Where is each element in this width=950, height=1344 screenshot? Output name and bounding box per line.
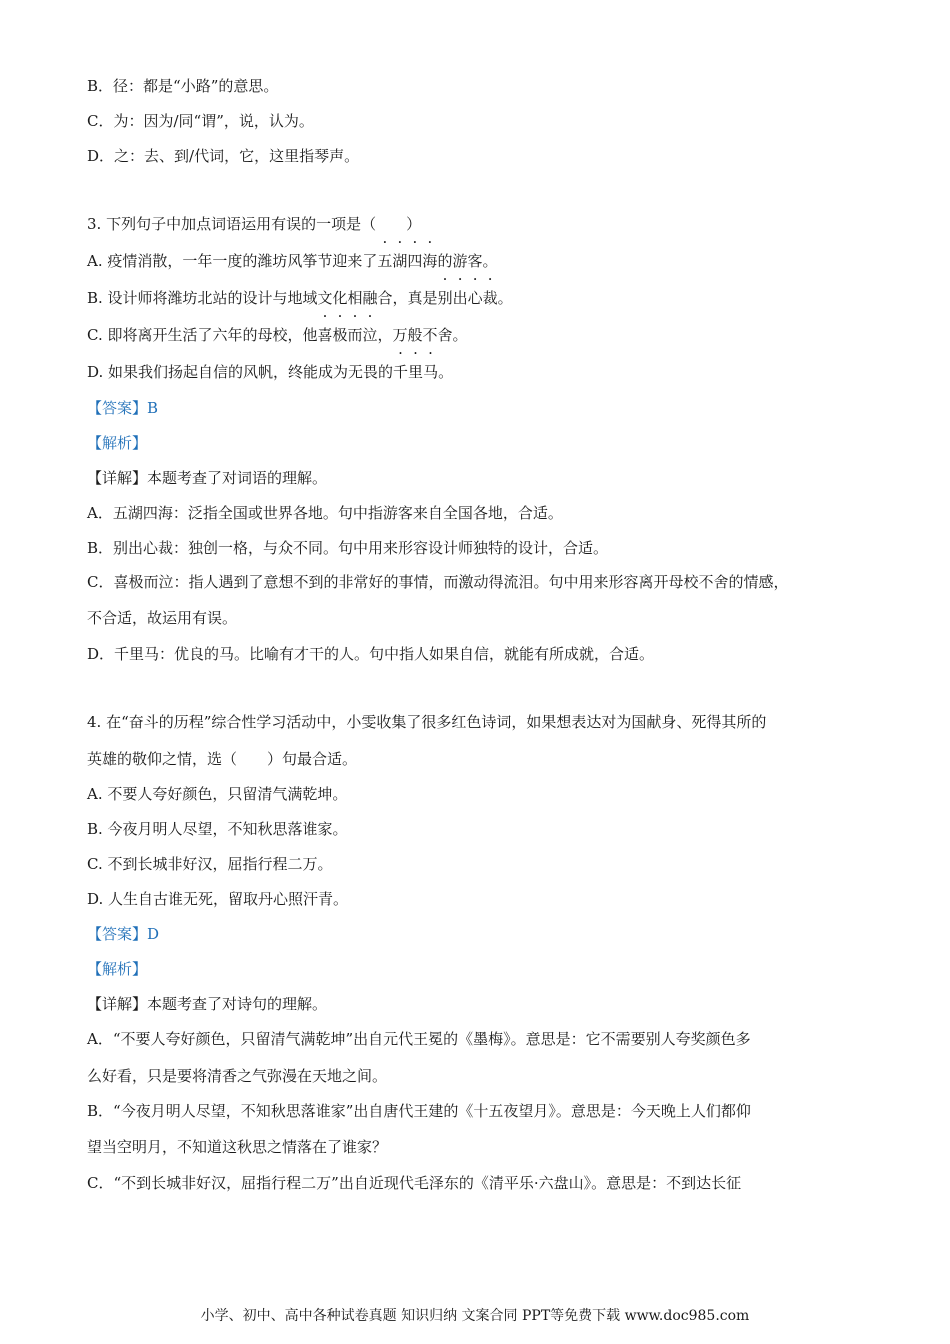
emphasis-char: 心 xyxy=(467,289,483,307)
emphasis-char: 马 xyxy=(423,363,439,381)
q3-explain-b: B．别出心裁：独创一格，与众不同。句中用来形容设计师独特的设计，合适。 xyxy=(87,539,609,557)
emphasis-char: 四 xyxy=(407,252,423,270)
q3-option-d-text: D. 如果我们扬起自信的风帆，终能成为无畏的 xyxy=(87,363,394,381)
q3-stem: 3. 下列句子中加点词语运用有误的一项是（ ） xyxy=(87,215,422,233)
q2-option-c: C．为：因为/同“谓”，说，认为。 xyxy=(87,112,314,130)
q4-stem-cont: 英雄的敬仰之情，选（ ）句最合适。 xyxy=(87,750,358,768)
q4-explain-c: C．“不到长城非好汉，屈指行程二万”出自近现代毛泽东的《清平乐·六盘山》。意思是：不到达长征 xyxy=(87,1174,742,1192)
emphasis-char: 千 xyxy=(393,363,409,381)
emphasis-char: 出 xyxy=(452,289,468,307)
q4-explain-b: B．“今夜月明人尽望，不知秋思落谁家”出自唐代王建的《十五夜望月》。意思是：今天晚上人们都仰 xyxy=(87,1102,751,1120)
q3-explain-c-cont: 不合适，故运用有误。 xyxy=(87,609,238,627)
q3-explain-a: A．五湖四海：泛指全国或世界各地。句中指游客来自全国各地，合适。 xyxy=(87,504,563,522)
q3-option-b xyxy=(87,287,867,309)
q3-option-a xyxy=(87,250,867,272)
emphasis-char: 喜 xyxy=(317,326,333,344)
answer-label: 【答案】 xyxy=(87,399,148,417)
q2-option-d: D．之：去、到/代词，它，这里指琴声。 xyxy=(87,147,360,165)
q4-explain-b-cont: 望当空明月，不知道这秋思之情落在了谁家？ xyxy=(87,1138,388,1156)
q4-option-a: A. 不要人夸好颜色，只留清气满乾坤。 xyxy=(87,785,348,803)
emphasis-char: 裁 xyxy=(482,289,498,307)
q3-option-a-tail: 的游客。 xyxy=(437,252,498,270)
q4-analysis-label: 【解析】 xyxy=(87,960,148,978)
q3-answer xyxy=(87,397,867,419)
emphasis-char: 里 xyxy=(408,363,424,381)
q3-explain-c: C．喜极而泣：指人遇到了意想不到的非常好的事情，而激动得流泪。句中用来形容离开母校不舍的情感， xyxy=(87,573,789,591)
q4-answer xyxy=(87,923,867,945)
q3-option-c-tail: ，万般不舍。 xyxy=(377,326,468,344)
q4-option-d: D. 人生自古谁无死，留取丹心照汗青。 xyxy=(87,890,349,908)
q3-option-a-text: A. 疫情消散，一年一度的潍坊风筝节迎来了 xyxy=(87,252,378,270)
q3-option-b-text: B. 设计师将潍坊北站的设计与地域文化相融合，真是 xyxy=(87,289,438,307)
q3-analysis-label: 【解析】 xyxy=(87,434,148,452)
answer-label: 【答案】 xyxy=(87,925,148,943)
page-footer: 小学、初中、高中各种试卷真题 知识归纳 文案合同 PPT等免费下载 www.doc985.com xyxy=(200,1308,750,1324)
q4-option-c: C. 不到长城非好汉，屈指行程二万。 xyxy=(87,855,333,873)
q4-option-b: B. 今夜月明人尽望，不知秋思落谁家。 xyxy=(87,820,348,838)
q3-option-b-tail: 。 xyxy=(497,289,513,307)
emphasis-char: 别 xyxy=(437,289,453,307)
q4-explain-a-cont: 么好看，只是要将清香之气弥漫在天地之间。 xyxy=(87,1067,388,1085)
emphasis-char: 极 xyxy=(332,326,348,344)
emphasis-char: 泣 xyxy=(362,326,378,344)
answer-value: B xyxy=(147,399,159,417)
q3-detail: 【详解】本题考查了对词语的理解。 xyxy=(87,469,328,487)
q4-explain-a: A．“不要人夸好颜色，只留清气满乾坤”出自元代王冕的《墨梅》。意思是：它不需要别人夸奖颜色多 xyxy=(87,1030,751,1048)
q4-detail: 【详解】本题考查了对诗句的理解。 xyxy=(87,995,328,1013)
emphasis-char: 湖 xyxy=(392,252,408,270)
emphasis-char: 海 xyxy=(422,252,438,270)
q3-option-c xyxy=(87,324,867,346)
q3-option-d-tail: 。 xyxy=(438,363,454,381)
q4-stem: 4. 在“奋斗的历程”综合性学习活动中，小雯收集了很多红色诗词，如果想表达对为国献身、死得其所的 xyxy=(87,713,767,731)
q3-option-c-text: C. 即将离开生活了六年的母校，他 xyxy=(87,326,318,344)
q2-option-b: B．径：都是“小路”的意思。 xyxy=(87,77,279,95)
answer-value: D xyxy=(147,925,160,943)
q3-explain-d: D．千里马：优良的马。比喻有才干的人。句中指人如果自信，就能有所成就，合适。 xyxy=(87,645,655,663)
emphasis-char: 而 xyxy=(347,326,363,344)
q3-option-d xyxy=(87,361,867,383)
emphasis-char: 五 xyxy=(377,252,393,270)
